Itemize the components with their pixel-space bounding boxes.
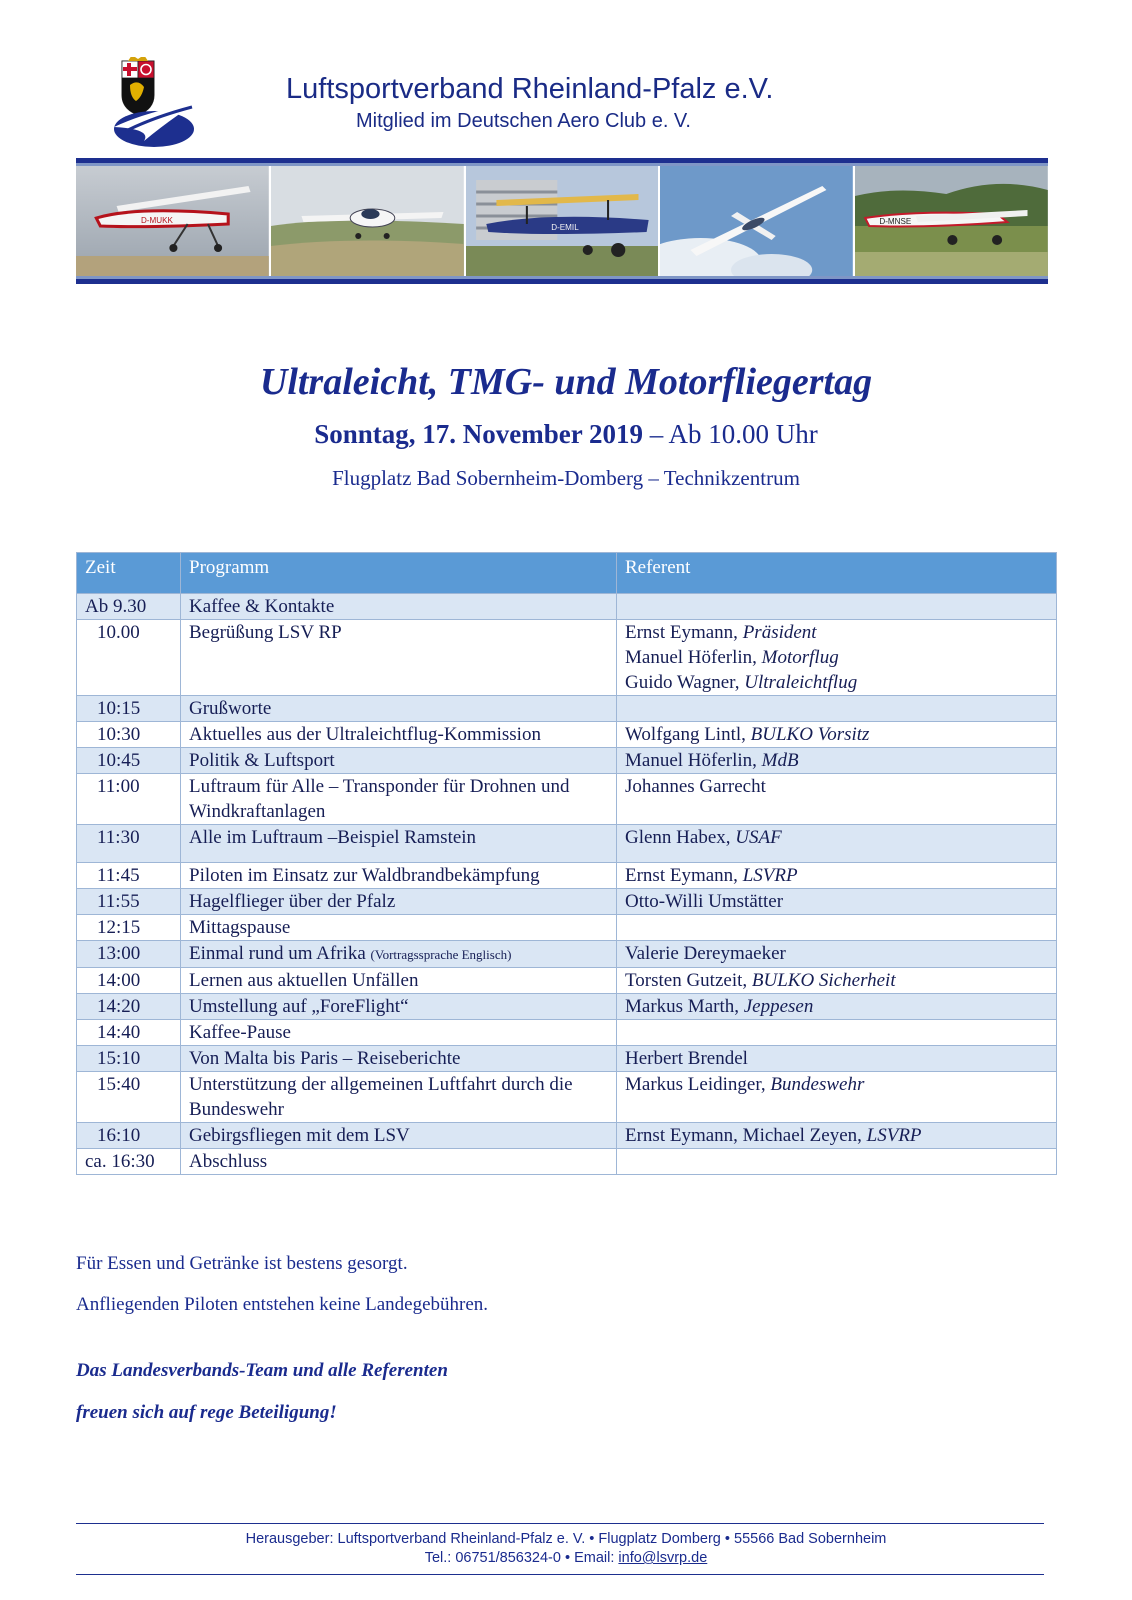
speaker-name: Ernst Eymann, <box>625 622 738 643</box>
speaker-role: BULKO Vorsitz <box>750 724 870 745</box>
speaker-name: Johannes Garrecht <box>625 776 766 797</box>
speaker-role: Motorflug <box>761 647 839 668</box>
event-title: Ultraleicht, TMG- und Motorfliegertag <box>259 361 873 403</box>
footer-phone: Tel.: 06751/856324-0 • Email: <box>424 1550 619 1566</box>
program-title: Begrüßung LSV RP <box>189 622 342 643</box>
row-speaker <box>617 594 1057 620</box>
row-speaker <box>617 915 1057 941</box>
speaker-line <box>625 774 1048 799</box>
speaker-role: USAF <box>735 827 782 848</box>
row-time: 11:45 <box>77 863 181 889</box>
row-time: 10:45 <box>77 748 181 774</box>
program-table <box>76 552 1057 1175</box>
speaker-line <box>625 670 1048 695</box>
speaker-role: BULKO Sicherheit <box>751 970 896 991</box>
speaker-name: Markus Marth, <box>625 996 739 1017</box>
speaker-name: Ernst Eymann, Michael Zeyen, <box>625 1125 862 1146</box>
program-title: Mittagspause <box>189 917 291 938</box>
table-row <box>77 774 1057 825</box>
row-speaker <box>617 941 1057 968</box>
table-row <box>77 915 1057 941</box>
speaker-name: Otto-Willi Umstätter <box>625 891 784 912</box>
lsv-logo <box>108 57 200 153</box>
row-speaker <box>617 1020 1057 1046</box>
row-time: 15:40 <box>77 1072 181 1123</box>
speaker-line <box>625 968 1048 993</box>
program-title: Einmal rund um Afrika <box>189 943 366 964</box>
row-speaker <box>617 863 1057 889</box>
row-program <box>181 1020 617 1046</box>
row-time: 15:10 <box>77 1046 181 1072</box>
table-row <box>77 863 1057 889</box>
column-header-program: Programm <box>181 553 617 594</box>
row-program <box>181 994 617 1020</box>
row-program <box>181 968 617 994</box>
row-program <box>181 941 617 968</box>
row-time: ca. 16:30 <box>77 1149 181 1175</box>
speaker-line <box>625 994 1048 1019</box>
speaker-role: Ultraleichtflug <box>744 672 858 693</box>
row-program <box>181 1149 617 1175</box>
row-speaker <box>617 722 1057 748</box>
row-time: 11:55 <box>77 889 181 915</box>
row-speaker <box>617 1072 1057 1123</box>
row-time: 10:15 <box>77 696 181 722</box>
row-program <box>181 1123 617 1149</box>
speaker-role: Jeppesen <box>743 996 814 1017</box>
table-row <box>77 825 1057 863</box>
program-note: (Vortragssprache Englisch) <box>370 947 512 962</box>
event-venue: Flugplatz Bad Sobernheim-Domberg – Technikzentrum <box>332 466 800 490</box>
registration-mark: D-MNSE <box>879 217 912 226</box>
program-title: Kaffee-Pause <box>189 1022 291 1043</box>
motorglider-takeoff-photo <box>271 166 464 276</box>
program-title: Umstellung auf „ForeFlight“ <box>189 996 409 1017</box>
table-row <box>77 1046 1057 1072</box>
speaker-line <box>625 863 1048 888</box>
row-program <box>181 594 617 620</box>
speaker-name: Valerie Dereymaeker <box>625 943 786 964</box>
ultralight-plane-photo <box>76 166 269 276</box>
program-title: Kaffee & Kontakte <box>189 596 335 617</box>
closing-line-2: freuen sich auf rege Beteiligung! <box>76 1402 337 1423</box>
footer-contact <box>0 1550 1132 1566</box>
row-time: 14:40 <box>77 1020 181 1046</box>
row-time: 10.00 <box>77 620 181 696</box>
speaker-line <box>625 1123 1048 1148</box>
table-row <box>77 620 1057 696</box>
row-program <box>181 774 617 825</box>
table-row <box>77 1149 1057 1175</box>
row-program <box>181 915 617 941</box>
row-time: 14:00 <box>77 968 181 994</box>
table-row <box>77 594 1057 620</box>
event-start-time: – Ab 10.00 Uhr <box>649 419 818 449</box>
row-time: 12:15 <box>77 915 181 941</box>
speaker-name: Manuel Höferlin, <box>625 647 757 668</box>
row-speaker <box>617 994 1057 1020</box>
row-speaker <box>617 620 1057 696</box>
program-title: Aktuelles aus der Ultraleichtflug-Kommission <box>189 724 541 745</box>
row-program <box>181 825 617 863</box>
speaker-line <box>625 645 1048 670</box>
program-title: Abschluss <box>189 1151 268 1172</box>
program-title: Hagelflieger über der Pfalz <box>189 891 396 912</box>
speaker-name: Glenn Habex, <box>625 827 731 848</box>
table-row <box>77 941 1057 968</box>
closing-line-1: Das Landesverbands-Team und alle Referenten <box>76 1360 448 1381</box>
speaker-role: MdB <box>761 750 799 771</box>
speaker-role: LSVRP <box>742 865 798 886</box>
speaker-role: Bundeswehr <box>770 1074 865 1095</box>
program-title: Grußworte <box>189 698 272 719</box>
row-speaker <box>617 1149 1057 1175</box>
speaker-line <box>625 722 1048 747</box>
glider-flight-photo <box>660 166 853 276</box>
footer-publisher: Herausgeber: Luftsportverband Rheinland-Pfalz e. V. • Flugplatz Domberg • 55566 Bad Sobernheim <box>245 1531 887 1547</box>
table-row <box>77 1123 1057 1149</box>
row-speaker <box>617 748 1057 774</box>
row-time: 11:30 <box>77 825 181 863</box>
table-row <box>77 994 1057 1020</box>
speaker-name: Markus Leidinger, <box>625 1074 766 1095</box>
row-speaker <box>617 1123 1057 1149</box>
white-plane-landing-photo <box>855 166 1048 276</box>
program-rows <box>77 594 1057 1175</box>
speaker-name: Torsten Gutzeit, <box>625 970 748 991</box>
speaker-line <box>625 889 1048 914</box>
row-speaker <box>617 825 1057 863</box>
table-row <box>77 1020 1057 1046</box>
speaker-name: Herbert Brendel <box>625 1048 748 1069</box>
speaker-line <box>625 1072 1048 1097</box>
table-row <box>77 722 1057 748</box>
program-title: Piloten im Einsatz zur Waldbrandbekämpfung <box>189 865 540 886</box>
program-title: Von Malta bis Paris – Reiseberichte <box>189 1048 461 1069</box>
program-title: Politik & Luftsport <box>189 750 335 771</box>
registration-mark: D-MUKK <box>140 216 173 225</box>
row-time: 13:00 <box>77 941 181 968</box>
row-speaker <box>617 968 1057 994</box>
speaker-name: Wolfgang Lintl, <box>625 724 746 745</box>
row-program <box>181 863 617 889</box>
row-speaker <box>617 1046 1057 1072</box>
catering-note: Für Essen und Getränke ist bestens gesorgt. <box>76 1253 408 1274</box>
row-program <box>181 620 617 696</box>
row-time: 16:10 <box>77 1123 181 1149</box>
speaker-name: Guido Wagner, <box>625 672 740 693</box>
column-header-speaker: Referent <box>617 553 1057 594</box>
row-program <box>181 1046 617 1072</box>
organization-subtitle: Mitglied im Deutschen Aero Club e. V. <box>356 110 691 132</box>
row-time: Ab 9.30 <box>77 594 181 620</box>
biplane-photo <box>466 166 659 276</box>
speaker-line <box>625 620 1048 645</box>
table-row <box>77 696 1057 722</box>
speaker-name: Manuel Höferlin, <box>625 750 757 771</box>
footer-rule-top <box>76 1523 1044 1524</box>
speaker-line <box>625 941 1048 966</box>
row-program <box>181 722 617 748</box>
footer-rule-bottom <box>76 1574 1044 1575</box>
speaker-name: Ernst Eymann, <box>625 865 738 886</box>
speaker-role: LSVRP <box>866 1125 922 1146</box>
table-header-row <box>77 553 1057 594</box>
row-program <box>181 696 617 722</box>
row-program <box>181 748 617 774</box>
table-row <box>77 889 1057 915</box>
program-title: Luftraum für Alle – Transponder für Drohnen und Windkraftanlagen <box>189 776 570 822</box>
organization-name: Luftsportverband Rheinland-Pfalz e.V. <box>286 73 774 105</box>
row-program <box>181 1072 617 1123</box>
event-date <box>0 419 1132 450</box>
row-program <box>181 889 617 915</box>
row-speaker <box>617 889 1057 915</box>
table-row <box>77 1072 1057 1123</box>
speaker-role: Präsident <box>742 622 817 643</box>
table-row <box>77 748 1057 774</box>
row-time: 11:00 <box>77 774 181 825</box>
column-header-time: Zeit <box>77 553 181 594</box>
photo-strip <box>76 166 1048 276</box>
speaker-line <box>625 1046 1048 1071</box>
speaker-line <box>625 825 1048 850</box>
registration-mark: D-EMIL <box>550 223 579 232</box>
table-row <box>77 968 1057 994</box>
footer-email-link[interactable]: info@lsvrp.de <box>618 1550 708 1566</box>
program-title: Gebirgsfliegen mit dem LSV <box>189 1125 410 1146</box>
speaker-line <box>625 748 1048 773</box>
event-date-bold: Sonntag, 17. November 2019 <box>314 419 643 449</box>
landing-fee-note: Anfliegenden Piloten entstehen keine Landegebühren. <box>76 1294 489 1315</box>
program-title: Alle im Luftraum –Beispiel Ramstein <box>189 827 477 848</box>
header-band-bottom <box>76 279 1048 284</box>
row-speaker <box>617 774 1057 825</box>
row-time: 14:20 <box>77 994 181 1020</box>
program-title: Lernen aus aktuellen Unfällen <box>189 970 419 991</box>
row-time: 10:30 <box>77 722 181 748</box>
row-speaker <box>617 696 1057 722</box>
program-title: Unterstützung der allgemeinen Luftfahrt durch die Bundeswehr <box>189 1074 573 1120</box>
